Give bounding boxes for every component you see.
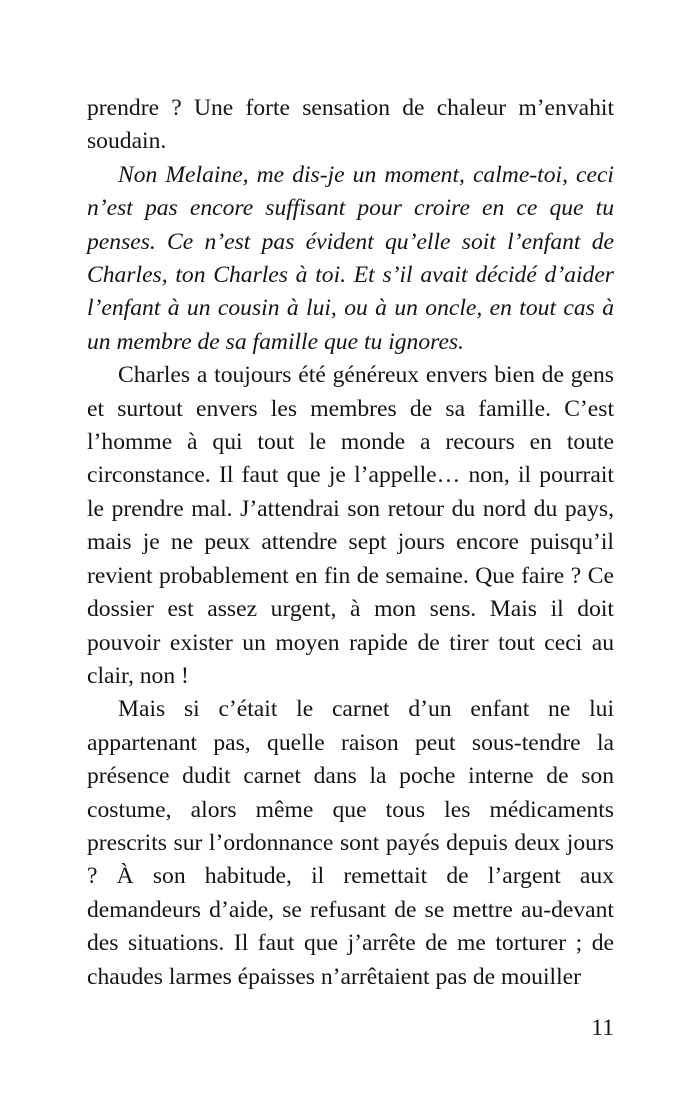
page-number: 11 xyxy=(591,1015,614,1041)
paragraph-4: Mais si c’était le carnet d’un enfant ne lui appartenant pas, quelle raison peut sous-tendre la présence dudit carnet dans la poche interne de son costume, alors même que tous les médicaments prescrits sur l’ordonnance sont payés depuis deux jours ? À son habitude, il remettait de l’argent aux demandeurs d’aide, se refusant de se mettre au-devant des situations. Il faut que j’arrête de me torturer ; de chaudes larmes épaisses n’arrêtaient pas de mouiller xyxy=(87,696,614,990)
paragraph-2-inner-monologue: Non Melaine, me dis-je un moment, calme-toi, ceci n’est pas encore suffisant pour croire en ce que tu penses. Ce n’est pas évident qu’elle soit l’enfant de Charles, ton Charles à toi. Et s’il avait décidé d’aider l’enfant à un cousin à lui, ou à un oncle, en tout cas à un membre de sa famille que tu ignores. xyxy=(87,161,614,355)
paragraph-1: prendre ? Une forte sensation de chaleur m’envahit soudain. xyxy=(87,95,614,155)
body-text xyxy=(87,92,614,994)
paragraph-3: Charles a toujours été généreux envers bien de gens et surtout envers les membres de sa famille. C’est l’homme à qui tout le monde a recours en toute circonstance. Il faut que je l’appelle… non, il pourrait le prendre mal. J’attendrai son retour du nord du pays, mais je ne peux attendre sept jours encore puisqu’il revient probablement en fin de semaine. Que faire ? Ce dossier est assez urgent, à mon sens. Mais il doit pouvoir exister un moyen rapide de tirer tout ceci au clair, non ! xyxy=(87,362,614,689)
